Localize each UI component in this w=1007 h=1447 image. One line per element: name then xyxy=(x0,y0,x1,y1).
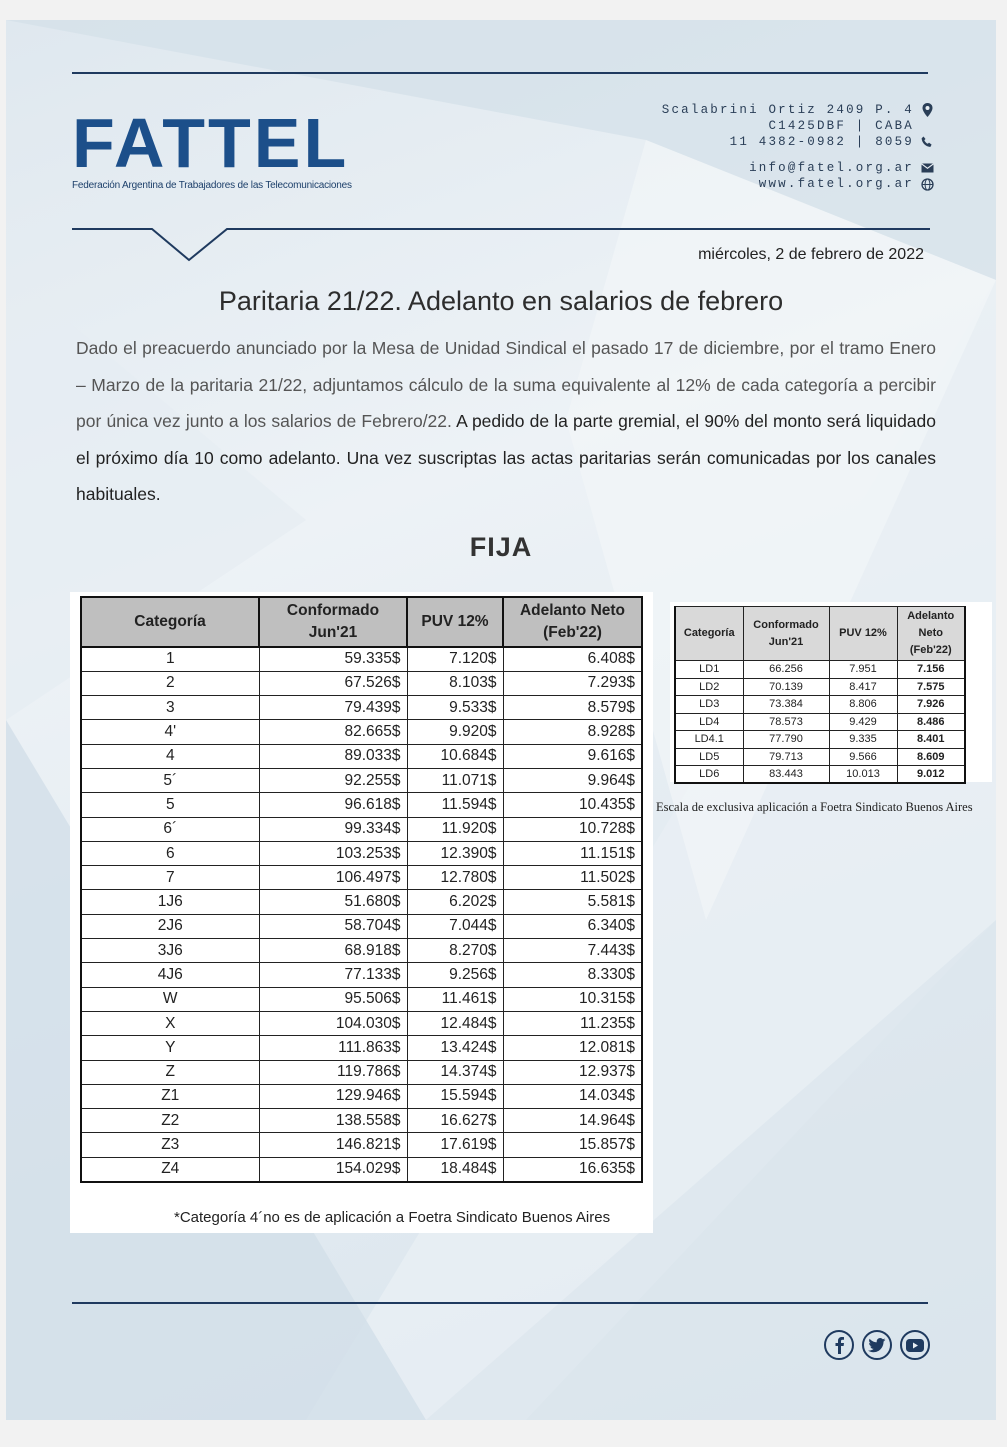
logo-wordmark: FATTEL xyxy=(72,104,350,182)
cell-adelanto: 10.435$ xyxy=(503,793,642,817)
cell-adelanto: 12.081$ xyxy=(503,1036,642,1060)
cell-conformado: 51.680$ xyxy=(259,890,407,914)
ld-cell-adelanto: 8.486 xyxy=(897,713,965,731)
cell-puv: 12.484$ xyxy=(407,1011,503,1035)
cell-puv: 9.533$ xyxy=(407,696,503,720)
ld-cell-conformado: 70.139 xyxy=(743,678,829,696)
cell-conformado: 129.946$ xyxy=(259,1084,407,1108)
ld-cell-adelanto: 8.609 xyxy=(897,748,965,766)
table-row xyxy=(81,866,642,890)
ld-cell-categoria: LD3 xyxy=(675,696,743,714)
cell-categoria: Z4 xyxy=(81,1157,259,1181)
ld-cell-conformado: 79.713 xyxy=(743,748,829,766)
cell-puv: 16.627$ xyxy=(407,1109,503,1133)
cell-adelanto: 16.635$ xyxy=(503,1157,642,1181)
table-row xyxy=(81,1036,642,1060)
ld-cell-categoria: LD2 xyxy=(675,678,743,696)
table-row xyxy=(81,647,642,671)
cell-puv: 11.594$ xyxy=(407,793,503,817)
cell-puv: 10.684$ xyxy=(407,744,503,768)
table-row xyxy=(81,817,642,841)
cell-puv: 8.270$ xyxy=(407,939,503,963)
ld-header-conformado: Conformado Jun'21 xyxy=(743,607,829,661)
table-row xyxy=(81,963,642,987)
cell-conformado: 106.497$ xyxy=(259,866,407,890)
cell-conformado: 154.029$ xyxy=(259,1157,407,1181)
table-row xyxy=(81,890,642,914)
table-row xyxy=(81,696,642,720)
ld-cell-conformado: 73.384 xyxy=(743,696,829,714)
table-row xyxy=(81,793,642,817)
cell-adelanto: 8.579$ xyxy=(503,696,642,720)
cell-conformado: 82.665$ xyxy=(259,720,407,744)
logo-subtitle: Federación Argentina de Trabajadores de las Telecomunicaciones xyxy=(72,180,352,191)
cell-puv: 12.390$ xyxy=(407,841,503,865)
header-puv: PUV 12% xyxy=(407,597,503,647)
cell-conformado: 99.334$ xyxy=(259,817,407,841)
website-address[interactable]: www.fatel.org.ar xyxy=(758,177,914,191)
cell-conformado: 92.255$ xyxy=(259,768,407,792)
cell-conformado: 77.133$ xyxy=(259,963,407,987)
document-date: miércoles, 2 de febrero de 2022 xyxy=(698,246,924,263)
cell-adelanto: 11.502$ xyxy=(503,866,642,890)
ld-cell-puv: 10.013 xyxy=(829,766,897,784)
ld-cell-categoria: LD4.1 xyxy=(675,731,743,749)
ld-table-row xyxy=(675,748,965,766)
cell-categoria: 2 xyxy=(81,671,259,695)
cell-adelanto: 5.581$ xyxy=(503,890,642,914)
cell-puv: 12.780$ xyxy=(407,866,503,890)
intro-paragraph xyxy=(76,330,936,513)
cell-categoria: Z2 xyxy=(81,1109,259,1133)
header-conformado: Conformado Jun'21 xyxy=(259,597,407,647)
table-row xyxy=(81,720,642,744)
cell-puv: 7.120$ xyxy=(407,647,503,671)
ld-table-note: Escala de exclusiva aplicación a Foetra Sindicato Buenos Aires xyxy=(656,800,973,814)
cell-categoria: 4J6 xyxy=(81,963,259,987)
cell-puv: 14.374$ xyxy=(407,1060,503,1084)
cell-adelanto: 10.315$ xyxy=(503,987,642,1011)
cell-puv: 11.461$ xyxy=(407,987,503,1011)
ld-salary-table xyxy=(674,606,966,784)
cell-adelanto: 14.034$ xyxy=(503,1084,642,1108)
cell-adelanto: 9.964$ xyxy=(503,768,642,792)
cell-puv: 17.619$ xyxy=(407,1133,503,1157)
cell-conformado: 96.618$ xyxy=(259,793,407,817)
ld-cell-adelanto: 9.012 xyxy=(897,766,965,784)
ld-cell-puv: 9.566 xyxy=(829,748,897,766)
address-line1: Scalabrini Ortiz 2409 P. 4 xyxy=(661,103,914,117)
ld-header-puv: PUV 12% xyxy=(829,607,897,661)
ld-table-row xyxy=(675,696,965,714)
ld-cell-adelanto: 7.575 xyxy=(897,678,965,696)
cell-conformado: 95.506$ xyxy=(259,987,407,1011)
letter-page xyxy=(6,20,996,1420)
globe-icon xyxy=(920,178,934,191)
cell-categoria: 3 xyxy=(81,696,259,720)
ld-cell-categoria: LD4 xyxy=(675,713,743,731)
cell-conformado: 103.253$ xyxy=(259,841,407,865)
cell-conformado: 67.526$ xyxy=(259,671,407,695)
cell-puv: 13.424$ xyxy=(407,1036,503,1060)
cell-puv: 9.920$ xyxy=(407,720,503,744)
ld-cell-conformado: 77.790 xyxy=(743,731,829,749)
header-adelanto: Adelanto Neto (Feb'22) xyxy=(503,597,642,647)
ld-cell-conformado: 83.443 xyxy=(743,766,829,784)
facebook-icon[interactable] xyxy=(824,1330,854,1360)
cell-categoria: 1 xyxy=(81,647,259,671)
ld-cell-adelanto: 7.926 xyxy=(897,696,965,714)
ld-cell-adelanto: 8.401 xyxy=(897,731,965,749)
social-links xyxy=(824,1330,930,1360)
ld-cell-adelanto: 7.156 xyxy=(897,661,965,679)
cell-puv: 7.044$ xyxy=(407,914,503,938)
email-address[interactable]: info@fatel.org.ar xyxy=(749,161,914,175)
header-categoria: Categoría xyxy=(81,597,259,647)
cell-categoria: Z3 xyxy=(81,1133,259,1157)
cell-adelanto: 11.151$ xyxy=(503,841,642,865)
cell-categoria: Z xyxy=(81,1060,259,1084)
intro-text: Dado el preacuerdo anunciado por la Mesa de Unidad Sindical el pasado 17 de diciembre, por el tramo Enero – Marzo de la paritaria 21/22, adjuntamos cálculo de la suma equivalente al 12% de cada categoría a percibir por única vez junto a los salarios de Febrero/22. xyxy=(76,338,936,431)
cell-categoria: 6 xyxy=(81,841,259,865)
cell-categoria: 6´ xyxy=(81,817,259,841)
cell-conformado: 79.439$ xyxy=(259,696,407,720)
table-row xyxy=(81,1157,642,1181)
contact-block xyxy=(662,102,934,192)
ld-header-row xyxy=(675,607,965,661)
table-row xyxy=(81,671,642,695)
table-row xyxy=(81,1133,642,1157)
ld-table-row xyxy=(675,766,965,784)
cell-conformado: 138.558$ xyxy=(259,1109,407,1133)
cell-adelanto: 8.928$ xyxy=(503,720,642,744)
ld-cell-puv: 8.806 xyxy=(829,696,897,714)
ld-header-categoria: Categoría xyxy=(675,607,743,661)
cell-categoria: Z1 xyxy=(81,1084,259,1108)
footer-rule xyxy=(72,1302,928,1304)
cell-puv: 6.202$ xyxy=(407,890,503,914)
table-row xyxy=(81,939,642,963)
cell-conformado: 68.918$ xyxy=(259,939,407,963)
phone-icon xyxy=(920,136,934,148)
ld-table-card xyxy=(670,602,992,782)
cell-conformado: 119.786$ xyxy=(259,1060,407,1084)
cell-categoria: 4' xyxy=(81,720,259,744)
youtube-icon[interactable] xyxy=(900,1330,930,1360)
cell-adelanto: 8.330$ xyxy=(503,963,642,987)
table-row xyxy=(81,744,642,768)
cell-puv: 11.920$ xyxy=(407,817,503,841)
ld-cell-categoria: LD6 xyxy=(675,766,743,784)
ld-table-row xyxy=(675,731,965,749)
ld-cell-categoria: LD1 xyxy=(675,661,743,679)
cell-categoria: X xyxy=(81,1011,259,1035)
cell-puv: 15.594$ xyxy=(407,1084,503,1108)
cell-conformado: 59.335$ xyxy=(259,647,407,671)
cell-adelanto: 6.408$ xyxy=(503,647,642,671)
cell-categoria: 2J6 xyxy=(81,914,259,938)
cell-adelanto: 9.616$ xyxy=(503,744,642,768)
cell-categoria: 1J6 xyxy=(81,890,259,914)
phone-number: 11 4382-0982 | 8059 xyxy=(729,135,914,149)
cell-puv: 11.071$ xyxy=(407,768,503,792)
cell-adelanto: 7.443$ xyxy=(503,939,642,963)
cell-categoria: 7 xyxy=(81,866,259,890)
cell-categoria: 4 xyxy=(81,744,259,768)
cell-puv: 9.256$ xyxy=(407,963,503,987)
document-title: Paritaria 21/22. Adelanto en salarios de febrero xyxy=(218,286,784,316)
ld-cell-conformado: 78.573 xyxy=(743,713,829,731)
twitter-icon[interactable] xyxy=(862,1330,892,1360)
cell-conformado: 89.033$ xyxy=(259,744,407,768)
cell-adelanto: 14.964$ xyxy=(503,1109,642,1133)
table-row xyxy=(81,914,642,938)
cell-conformado: 104.030$ xyxy=(259,1011,407,1035)
cell-adelanto: 12.937$ xyxy=(503,1060,642,1084)
cell-adelanto: 15.857$ xyxy=(503,1133,642,1157)
cell-categoria: 5 xyxy=(81,793,259,817)
cell-categoria: W xyxy=(81,987,259,1011)
ld-cell-puv: 8.417 xyxy=(829,678,897,696)
fija-table-note: *Categoría 4´no es de aplicación a Foetra Sindicato Buenos Aires xyxy=(174,1209,611,1226)
ld-cell-puv: 7.951 xyxy=(829,661,897,679)
table-row xyxy=(81,768,642,792)
cell-conformado: 111.863$ xyxy=(259,1036,407,1060)
cell-conformado: 58.704$ xyxy=(259,914,407,938)
cell-adelanto: 11.235$ xyxy=(503,1011,642,1035)
ld-cell-categoria: LD5 xyxy=(675,748,743,766)
cell-adelanto: 6.340$ xyxy=(503,914,642,938)
fattel-logo xyxy=(72,104,402,191)
ld-cell-puv: 9.429 xyxy=(829,713,897,731)
cell-categoria: Y xyxy=(81,1036,259,1060)
table-row xyxy=(81,1109,642,1133)
cell-adelanto: 7.293$ xyxy=(503,671,642,695)
table-row xyxy=(81,1060,642,1084)
ld-cell-puv: 9.335 xyxy=(829,731,897,749)
cell-conformado: 146.821$ xyxy=(259,1133,407,1157)
address-line2: C1425DBF | CABA xyxy=(768,119,914,133)
table-row xyxy=(81,1011,642,1035)
table-row xyxy=(81,841,642,865)
cell-adelanto: 10.728$ xyxy=(503,817,642,841)
cell-puv: 18.484$ xyxy=(407,1157,503,1181)
table-header-row xyxy=(81,597,642,647)
fija-table-card xyxy=(70,592,653,1233)
cell-categoria: 5´ xyxy=(81,768,259,792)
intro-emphasis: A pedido de la parte gremial, el 90% del monto será liquidado el próximo día 10 como adelanto. Una vez suscriptas las actas paritarias serán comunicadas por los canales habituales. xyxy=(76,411,937,504)
cell-categoria: 3J6 xyxy=(81,939,259,963)
cell-puv: 8.103$ xyxy=(407,671,503,695)
location-pin-icon xyxy=(920,103,934,117)
ld-table-row xyxy=(675,661,965,679)
envelope-icon xyxy=(920,163,934,173)
top-rule xyxy=(72,72,928,74)
fija-salary-table xyxy=(80,596,643,1183)
ld-table-row xyxy=(675,678,965,696)
section-title-fija: FIJA xyxy=(469,532,533,562)
table-row xyxy=(81,987,642,1011)
ld-header-adelanto: Adelanto Neto (Feb'22) xyxy=(897,607,965,661)
table-row xyxy=(81,1084,642,1108)
ld-table-row xyxy=(675,713,965,731)
ld-cell-conformado: 66.256 xyxy=(743,661,829,679)
